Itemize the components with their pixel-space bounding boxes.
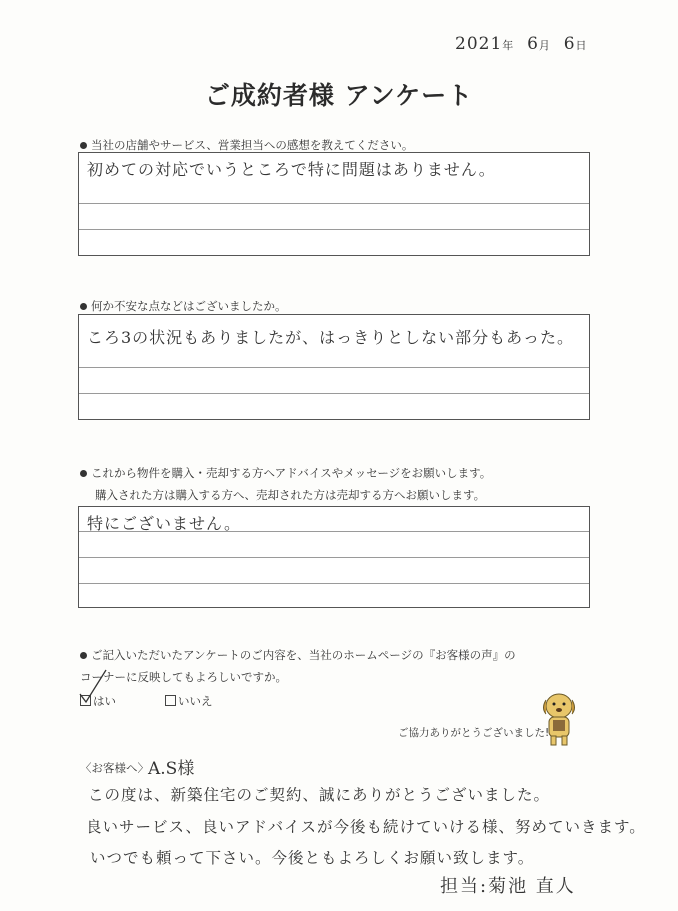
survey-date [455,34,588,54]
reply-line-2: 良いサービス、良いアドバイスが今後も続けていける様、努めていきます。 [86,818,646,836]
ruled-line [79,393,589,394]
page-title: ご成約者様 アンケート [204,81,474,110]
answer-3-text: 特にございません。 [87,514,241,533]
consent-question [80,647,516,685]
consent-line-1: ご記入いただいたアンケートのご内容を、当社のホームページの『お客様の声』の [91,648,516,662]
no-checkbox[interactable] [165,695,176,706]
answer-2-text: ころ3の状況もありましたが、はっきりとしない部分もあった。 [87,328,575,347]
date-year-suffix: 年 [502,39,515,52]
answer-1-text: 初めての対応でいうところで特に問題はありません。 [87,160,496,179]
consent-line-2: コーナーに反映してもよろしいですか。 [80,670,287,684]
customer-name: A.S様 [148,759,195,779]
staff-signature: 担当:菊池 直人 [440,876,576,897]
bullet-icon [80,652,87,659]
answer-box-2[interactable] [78,314,590,420]
question-3-label [80,465,491,481]
ruled-line [79,557,589,558]
question-3-sublabel: 購入された方は購入する方へ、売却された方は売却する方へお願いします。 [95,488,486,502]
question-2-text: 何か不安な点などはございましたか。 [91,299,287,313]
yes-label: はい [93,694,116,708]
question-2-label [80,298,287,314]
answer-box-3[interactable] [78,506,590,608]
dog-mascot-icon [538,688,580,748]
reply-line-3: いつでも頼って下さい。今後ともよろしくお願い致します。 [90,849,535,867]
ruled-line [79,583,589,584]
question-3-text: これから物件を購入・売却する方へアドバイスやメッセージをお願いします。 [91,466,492,480]
date-month-suffix: 月 [538,39,551,52]
date-month: 6 [527,34,539,54]
checkmark-icon [76,668,112,706]
bullet-icon [80,303,87,310]
date-year: 2021 [455,34,503,54]
question-1-text: 当社の店舗やサービス、営業担当への感想を教えてください。 [91,138,414,152]
ruled-line [79,367,589,368]
ruled-line [79,203,589,204]
answer-box-1[interactable] [78,152,590,256]
bullet-icon [80,142,87,149]
no-label: いいえ [178,694,213,708]
bullet-icon [80,470,87,477]
ruled-line [79,229,589,230]
question-1-label [80,137,413,153]
thanks-message: ご協力ありがとうございました! [398,727,550,739]
date-day: 6 [563,34,576,54]
reply-line-1: この度は、新築住宅のご契約、誠にありがとうございました。 [88,786,551,804]
reply-prefix: 〈お客様へ〉 [80,761,149,775]
consent-no-option[interactable] [165,693,213,709]
date-day-suffix: 日 [575,39,588,52]
